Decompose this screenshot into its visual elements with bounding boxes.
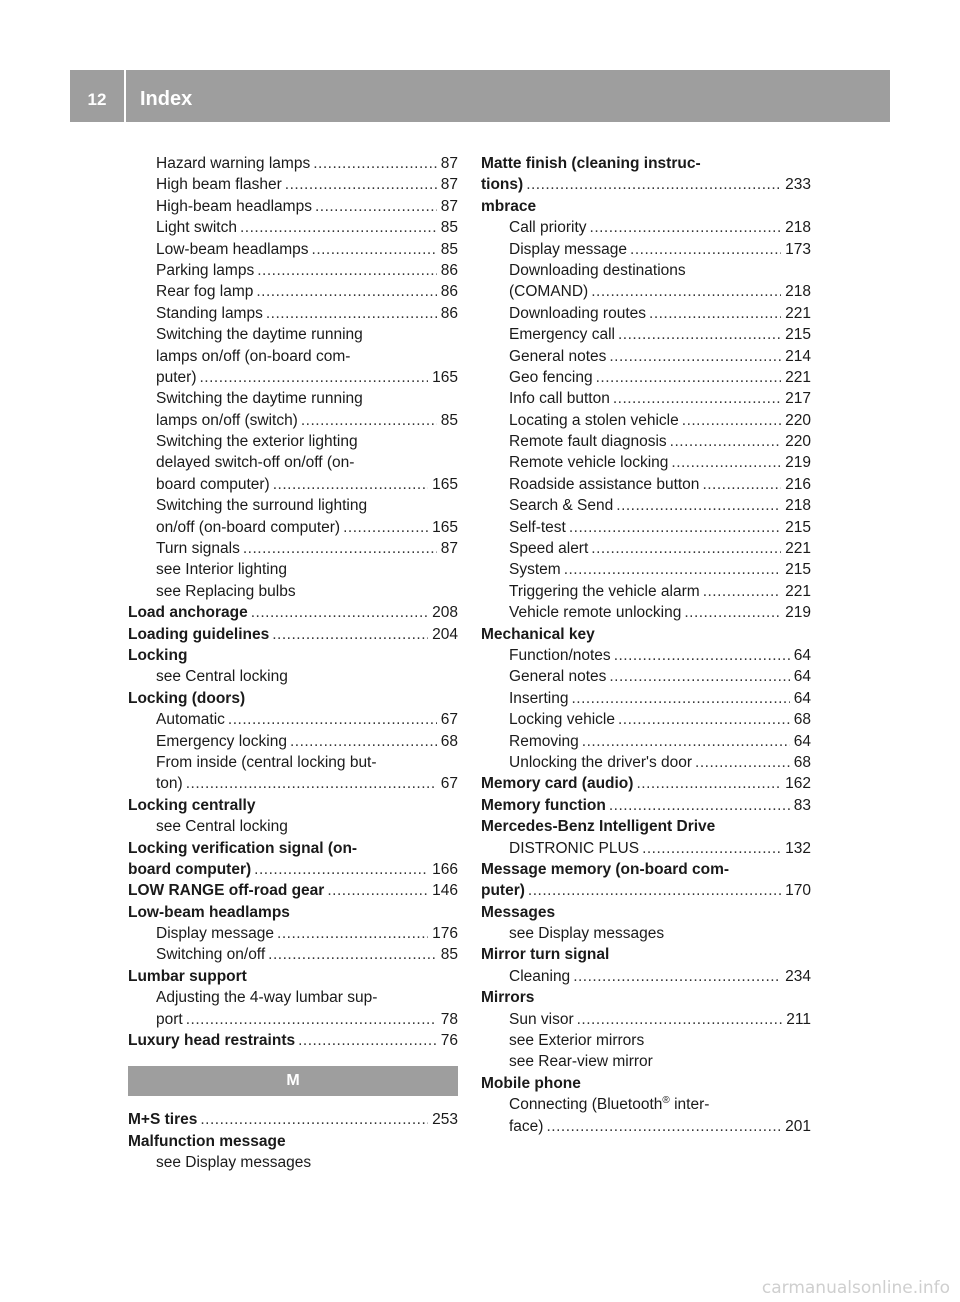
entry-page-number: 68	[440, 732, 458, 750]
index-entry	[128, 1030, 458, 1051]
index-entry-text: see Interior lighting	[156, 561, 287, 579]
entry-page-number: 253	[432, 1111, 458, 1129]
index-heading: Locking (doors)	[128, 689, 246, 707]
index-entry	[128, 624, 458, 645]
index-entry	[481, 752, 811, 773]
entry-label: Removing	[509, 732, 579, 750]
index-entry	[481, 795, 811, 816]
entry-label: (COMAND)	[509, 283, 589, 301]
entry-label: Emergency call	[509, 326, 615, 344]
entry-label: Downloading routes	[509, 304, 647, 322]
entry-label: Info call button	[509, 390, 610, 408]
entry-page-number: 64	[793, 732, 811, 750]
dot-leader	[528, 880, 781, 901]
dot-leader	[313, 153, 437, 174]
dot-leader	[590, 217, 782, 238]
entry-label: Light switch	[156, 219, 237, 237]
entry-label: board computer)	[156, 475, 270, 493]
dot-leader	[616, 495, 781, 516]
dot-leader	[268, 944, 437, 965]
section-letter: M	[286, 1072, 300, 1090]
index-entry	[128, 880, 458, 901]
entry-label: High-beam headlamps	[156, 197, 312, 215]
dot-leader	[591, 281, 781, 302]
index-entry	[481, 538, 811, 559]
dot-leader	[228, 709, 437, 730]
entry-page-number: 211	[786, 1010, 811, 1028]
dot-leader	[273, 474, 428, 495]
entry-label: Locking vehicle	[509, 711, 615, 729]
entry-label: Search & Send	[509, 497, 614, 515]
dot-leader	[243, 538, 437, 559]
entry-page-number: 218	[785, 497, 811, 515]
section-letter-bar	[128, 1066, 458, 1096]
index-entry	[128, 709, 458, 730]
entry-label: High beam flasher	[156, 176, 282, 194]
index-heading: Messages	[481, 903, 556, 921]
index-entry-text	[481, 1094, 811, 1115]
dot-leader	[186, 1009, 437, 1030]
index-entry	[481, 474, 811, 495]
dot-leader	[609, 666, 789, 687]
index-entry	[481, 581, 811, 602]
entry-label: puter)	[481, 882, 525, 900]
index-entry-text: see Exterior mirrors	[509, 1032, 645, 1050]
entry-page-number: 215	[785, 561, 811, 579]
dot-leader	[636, 773, 781, 794]
entry-page-number: 165	[432, 368, 458, 386]
entry-label: M+S tires	[128, 1111, 198, 1129]
index-entry	[128, 410, 458, 431]
dot-leader	[703, 581, 781, 602]
index-heading: Message memory (on-board com-	[481, 860, 730, 878]
entry-label: General notes	[509, 347, 607, 365]
entry-label: Sun visor	[509, 1010, 574, 1028]
entry-page-number: 78	[440, 1010, 458, 1028]
dot-leader	[298, 1030, 437, 1051]
dot-leader	[251, 602, 428, 623]
index-entry	[481, 838, 811, 859]
entry-label: lamps on/off (switch)	[156, 411, 298, 429]
index-entry	[128, 196, 458, 217]
index-entry-text: Switching the daytime running	[156, 326, 363, 344]
index-entry	[481, 880, 811, 901]
index-entry-text: see Central locking	[156, 668, 288, 686]
index-heading: Locking centrally	[128, 796, 256, 814]
entry-page-number: 220	[785, 433, 811, 451]
dot-leader	[312, 239, 437, 260]
index-heading: Mobile phone	[481, 1074, 581, 1092]
index-entry	[128, 731, 458, 752]
index-heading: Malfunction message	[128, 1132, 286, 1150]
registered-mark: ®	[662, 1095, 670, 1107]
entry-label: Self-test	[509, 518, 566, 536]
dot-leader	[285, 174, 437, 195]
dot-leader	[684, 602, 781, 623]
index-entry	[481, 324, 811, 345]
page-header	[70, 70, 890, 122]
dot-leader	[671, 452, 781, 473]
index-heading: Matte finish (cleaning instruc-	[481, 155, 701, 172]
dot-leader	[577, 1009, 783, 1030]
dot-leader	[582, 731, 790, 752]
entry-label: board computer)	[128, 860, 252, 878]
index-list-left-top	[128, 153, 458, 1051]
entry-page-number: 68	[793, 753, 811, 771]
index-entry	[481, 709, 811, 730]
dot-leader	[614, 645, 790, 666]
index-entry	[128, 1109, 458, 1130]
index-entry-text: see Replacing bulbs	[156, 582, 296, 600]
entry-page-number: 214	[785, 347, 811, 365]
dot-leader	[591, 538, 781, 559]
index-entry	[481, 1009, 811, 1030]
entry-page-number: 67	[440, 775, 458, 793]
entry-label: on/off (on-board computer)	[156, 518, 341, 536]
entry-page-number: 208	[432, 604, 458, 622]
index-entry-text: see Central locking	[156, 818, 288, 836]
index-column-right	[481, 153, 811, 1137]
entry-label: DISTRONIC PLUS	[509, 839, 640, 857]
entry-page-number: 216	[785, 475, 811, 493]
entry-label: Automatic	[156, 711, 225, 729]
dot-leader	[613, 388, 781, 409]
entry-page-number: 85	[440, 219, 458, 237]
dot-leader	[256, 281, 436, 302]
page-title: Index	[140, 88, 193, 110]
index-entry-text: see Display messages	[509, 925, 665, 943]
entry-label-continued: inter-	[669, 1096, 710, 1114]
entry-label: Remote vehicle locking	[509, 454, 669, 472]
dot-leader	[596, 367, 782, 388]
entry-label: Speed alert	[509, 540, 589, 558]
index-entry	[481, 217, 811, 238]
dot-leader	[290, 731, 437, 752]
dot-leader	[200, 1109, 428, 1130]
index-heading: mbrace	[481, 197, 537, 215]
dot-leader	[240, 217, 437, 238]
entry-label: face)	[509, 1117, 544, 1135]
dot-leader	[569, 517, 781, 538]
entry-page-number: 68	[793, 711, 811, 729]
entry-page-number: 165	[432, 518, 458, 536]
page-number: 12	[70, 70, 126, 122]
entry-label: Geo fencing	[509, 368, 593, 386]
dot-leader	[573, 966, 781, 987]
entry-page-number: 166	[432, 860, 458, 878]
index-entry-text: Switching the exterior lighting	[156, 433, 358, 451]
entry-label: Parking lamps	[156, 261, 255, 279]
entry-label: Rear fog lamp	[156, 283, 254, 301]
index-entry	[481, 367, 811, 388]
index-entry	[128, 153, 458, 174]
index-entry	[128, 517, 458, 538]
entry-page-number: 87	[440, 197, 458, 215]
dot-leader	[649, 303, 781, 324]
entry-label: ton)	[156, 775, 183, 793]
index-heading: Mercedes-Benz Intelligent Drive	[481, 818, 716, 836]
dot-leader	[609, 795, 790, 816]
index-entry	[128, 773, 458, 794]
dot-leader	[186, 773, 437, 794]
entry-page-number: 221	[785, 582, 811, 600]
index-entry	[481, 303, 811, 324]
entry-page-number: 170	[785, 882, 811, 900]
dot-leader	[257, 260, 437, 281]
dot-leader	[630, 239, 781, 260]
entry-label: Display message	[509, 240, 628, 258]
entry-page-number: 221	[785, 368, 811, 386]
entry-page-number: 86	[440, 261, 458, 279]
index-entry	[481, 281, 811, 302]
index-entry	[481, 773, 811, 794]
entry-label: Inserting	[509, 689, 569, 707]
dot-leader	[277, 923, 428, 944]
index-entry	[128, 367, 458, 388]
entry-page-number: 64	[793, 646, 811, 664]
dot-leader	[702, 474, 781, 495]
entry-label: Locating a stolen vehicle	[509, 411, 679, 429]
index-entry-text: lamps on/off (on-board com-	[156, 347, 351, 365]
entry-label: Luxury head restraints	[128, 1032, 296, 1050]
entry-page-number: 85	[440, 411, 458, 429]
index-entry-text: Switching the surround lighting	[156, 497, 368, 515]
entry-page-number: 218	[785, 219, 811, 237]
index-entry	[481, 431, 811, 452]
entry-page-number: 86	[440, 304, 458, 322]
entry-page-number: 221	[785, 540, 811, 558]
entry-label: Triggering the vehicle alarm	[509, 582, 700, 600]
entry-label: Cleaning	[509, 967, 571, 985]
index-entry	[481, 239, 811, 260]
entry-page-number: 233	[785, 176, 811, 194]
index-heading: Mechanical key	[481, 625, 595, 643]
entry-page-number: 234	[785, 967, 811, 985]
index-entry-text: Switching the daytime running	[156, 390, 363, 408]
index-entry	[128, 174, 458, 195]
entry-label: Switching on/off	[156, 946, 266, 964]
entry-label: Call priority	[509, 219, 587, 237]
index-entry	[481, 731, 811, 752]
entry-label: Loading guidelines	[128, 625, 270, 643]
entry-page-number: 85	[440, 946, 458, 964]
entry-label: puter)	[156, 368, 197, 386]
entry-page-number: 221	[785, 304, 811, 322]
index-entry	[481, 559, 811, 580]
dot-leader	[327, 880, 428, 901]
entry-label: port	[156, 1010, 183, 1028]
entry-page-number: 217	[785, 390, 811, 408]
entry-label: Memory card (audio)	[481, 775, 634, 793]
index-entry	[128, 1009, 458, 1030]
entry-page-number: 162	[785, 775, 811, 793]
dot-leader	[682, 410, 781, 431]
entry-page-number: 86	[440, 283, 458, 301]
entry-label: LOW RANGE off-road gear	[128, 882, 325, 900]
index-entry	[481, 495, 811, 516]
index-column-left	[128, 153, 458, 1174]
dot-leader	[272, 624, 428, 645]
entry-label: General notes	[509, 668, 607, 686]
dot-leader	[670, 431, 781, 452]
index-entry	[481, 666, 811, 687]
entry-label: Load anchorage	[128, 604, 248, 622]
index-entry	[128, 260, 458, 281]
entry-label: Remote fault diagnosis	[509, 433, 667, 451]
index-heading: Mirror turn signal	[481, 946, 610, 964]
entry-page-number: 83	[793, 796, 811, 814]
index-entry	[481, 517, 811, 538]
entry-label: Vehicle remote unlocking	[509, 604, 682, 622]
index-entry	[481, 645, 811, 666]
entry-page-number: 85	[440, 240, 458, 258]
index-entry	[481, 602, 811, 623]
index-entry-text: Downloading destinations	[509, 261, 686, 279]
index-entry	[481, 966, 811, 987]
entry-page-number: 204	[432, 625, 458, 643]
entry-label: Low-beam headlamps	[156, 240, 309, 258]
dot-leader	[642, 838, 781, 859]
entry-label: Display message	[156, 925, 275, 943]
index-entry	[128, 923, 458, 944]
entry-page-number: 87	[440, 176, 458, 194]
index-entry-text: From inside (central locking but-	[156, 753, 377, 771]
dot-leader	[609, 346, 781, 367]
dot-leader	[564, 559, 781, 580]
index-heading: Locking	[128, 646, 188, 664]
dot-leader	[266, 303, 437, 324]
index-entry	[481, 388, 811, 409]
index-entry	[128, 303, 458, 324]
index-entry	[481, 1116, 811, 1137]
index-heading: Mirrors	[481, 989, 535, 1007]
dot-leader	[200, 367, 429, 388]
dot-leader	[526, 174, 781, 195]
dot-leader	[254, 859, 428, 880]
index-list-right	[481, 153, 811, 1137]
entry-label: Memory function	[481, 796, 606, 814]
index-heading: Low-beam headlamps	[128, 903, 290, 921]
index-entry	[128, 538, 458, 559]
index-entry	[128, 281, 458, 302]
dot-leader	[695, 752, 790, 773]
entry-page-number: 173	[785, 240, 811, 258]
index-entry	[481, 410, 811, 431]
entry-page-number: 146	[432, 882, 458, 900]
entry-page-number: 87	[440, 155, 458, 172]
index-entry	[481, 346, 811, 367]
entry-page-number: 220	[785, 411, 811, 429]
index-entry-text: see Display messages	[156, 1154, 312, 1172]
entry-page-number: 87	[440, 540, 458, 558]
dot-leader	[343, 517, 428, 538]
dot-leader	[546, 1116, 781, 1137]
index-entry	[128, 239, 458, 260]
index-entry-text: see Rear-view mirror	[509, 1053, 653, 1071]
entry-page-number: 219	[785, 454, 811, 472]
entry-label: Hazard warning lamps	[156, 155, 311, 172]
entry-page-number: 201	[785, 1117, 811, 1135]
entry-page-number: 64	[793, 668, 811, 686]
entry-label: Connecting (Bluetooth	[509, 1096, 663, 1114]
entry-label: Function/notes	[509, 646, 611, 664]
index-heading: Locking verification signal (on-	[128, 839, 358, 857]
entry-label: Standing lamps	[156, 304, 263, 322]
entry-label: System	[509, 561, 561, 579]
watermark: carmanualsonline.info	[761, 1278, 950, 1298]
index-entry	[128, 474, 458, 495]
entry-label: tions)	[481, 176, 524, 194]
entry-page-number: 76	[440, 1032, 458, 1050]
entry-page-number: 215	[785, 518, 811, 536]
index-entry	[481, 174, 811, 195]
dot-leader	[315, 196, 437, 217]
dot-leader	[618, 709, 790, 730]
entry-label: Unlocking the driver's door	[509, 753, 693, 771]
entry-page-number: 165	[432, 475, 458, 493]
entry-page-number: 218	[785, 283, 811, 301]
entry-label: Roadside assistance button	[509, 475, 700, 493]
index-entry	[128, 217, 458, 238]
dot-leader	[301, 410, 437, 431]
index-heading: Lumbar support	[128, 967, 247, 985]
index-entry	[481, 688, 811, 709]
index-entry	[128, 944, 458, 965]
entry-label: Emergency locking	[156, 732, 287, 750]
entry-page-number: 64	[793, 689, 811, 707]
entry-page-number: 67	[440, 711, 458, 729]
entry-page-number: 132	[785, 839, 811, 857]
entry-label: Turn signals	[156, 540, 240, 558]
dot-leader	[618, 324, 781, 345]
index-list-left-bottom	[128, 1109, 458, 1173]
entry-page-number: 215	[785, 326, 811, 344]
entry-page-number: 219	[785, 604, 811, 622]
index-entry	[128, 602, 458, 623]
entry-page-number: 176	[432, 925, 458, 943]
index-entry	[481, 452, 811, 473]
index-entry-text: Adjusting the 4-way lumbar sup-	[156, 989, 378, 1007]
index-entry-text: delayed switch-off on/off (on-	[156, 454, 355, 472]
dot-leader	[571, 688, 789, 709]
index-entry	[128, 859, 458, 880]
